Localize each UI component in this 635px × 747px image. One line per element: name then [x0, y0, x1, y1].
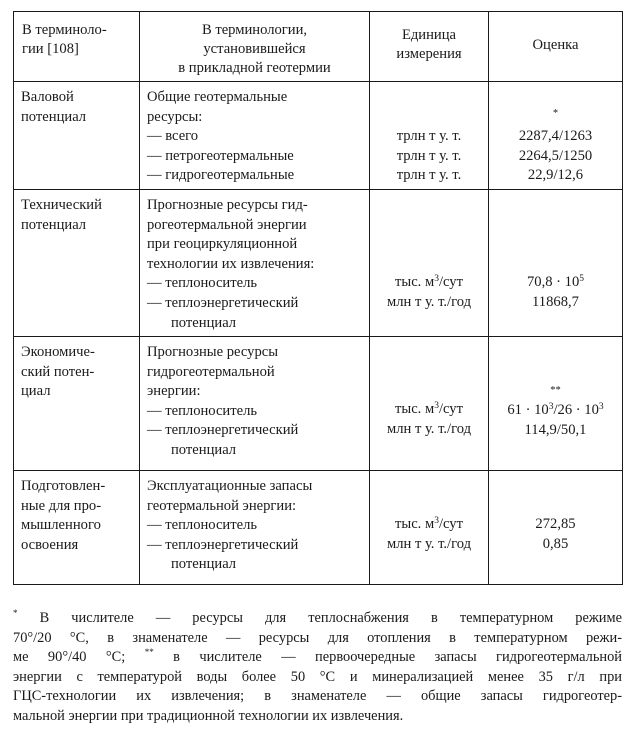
header-row [14, 12, 623, 82]
header-applied-term: В терминологии, установившейся в прикладной геотермии [140, 12, 370, 82]
table-row [14, 471, 623, 585]
term-cell: Подготовлен- ные для про- мышленного освоения [14, 471, 140, 585]
estimate-cell: * 2287,4/1263 2264,5/1250 22,9/12,6 [489, 82, 623, 190]
unit-cell: тыс. $м^3$/сут млн т у. т./год [370, 337, 489, 471]
description-cell: Прогнозные ресурсы гид- рогеотермальной энергии при геоциркуляционной технологии их извлечения: — теплоноситель — теплоэнергетический потенциал [140, 190, 370, 337]
header-estimate: Оценка [489, 12, 623, 82]
table-row [14, 82, 623, 190]
table-row [14, 190, 623, 337]
unit-cell: тыс. $м^3$/сут млн т у. т./год [370, 471, 489, 585]
unit-cell: трлн т у. т. трлн т у. т. трлн т у. т. [370, 82, 489, 190]
description-cell: Эксплуатационные запасы геотермальной энергии: — теплоноситель — теплоэнергетический потенциал [140, 471, 370, 585]
term-cell: Экономиче- ский потен- циал [14, 337, 140, 471]
description-cell: Прогнозные ресурсы гидрогеотермальной энергии: — теплоноситель — теплоэнергетический потенциал [140, 337, 370, 471]
estimate-cell: $70,8 \cdot 10^5$ 11868,7 [489, 190, 623, 337]
term-cell: Валовой потенциал [14, 82, 140, 190]
geothermal-potential-table [13, 11, 623, 585]
header-unit: Единица измерения [370, 12, 489, 82]
unit-cell: тыс. $м^3$/сут млн т у. т./год [370, 190, 489, 337]
footnote-marker: ** [550, 385, 561, 396]
term-cell: Технический потенциал [14, 190, 140, 337]
estimate-cell: ** $61 \cdot 10^3/26 \cdot 10^3$ 114,9/50,1 [489, 337, 623, 471]
header-term: В терминоло- гии [108] [14, 12, 140, 82]
table-row [14, 337, 623, 471]
description-cell: Общие геотермальные ресурсы: — всего — петрогеотермальные — гидрогеотермальные [140, 82, 370, 190]
table-footnote: * В числителе — ресурсы для теплоснабжения в температурном режиме 70°/20 °С, в знаменателе — ресурсы для отопления в температурном режи- ме 90°/40 °С; ** в числителе — первоочередные запасы гидрогеотермальной энергии с температурой воды более 50 °С и минерализацией менее 35 г/л при ГЦС-технологии их извлечения; в знаменателе — общие запасы гидрогеотер- мальной энергии при традиционной технологии их извлечения. [13, 608, 622, 724]
footnote-marker: * [552, 108, 559, 119]
estimate-cell: 272,85 0,85 [489, 471, 623, 585]
